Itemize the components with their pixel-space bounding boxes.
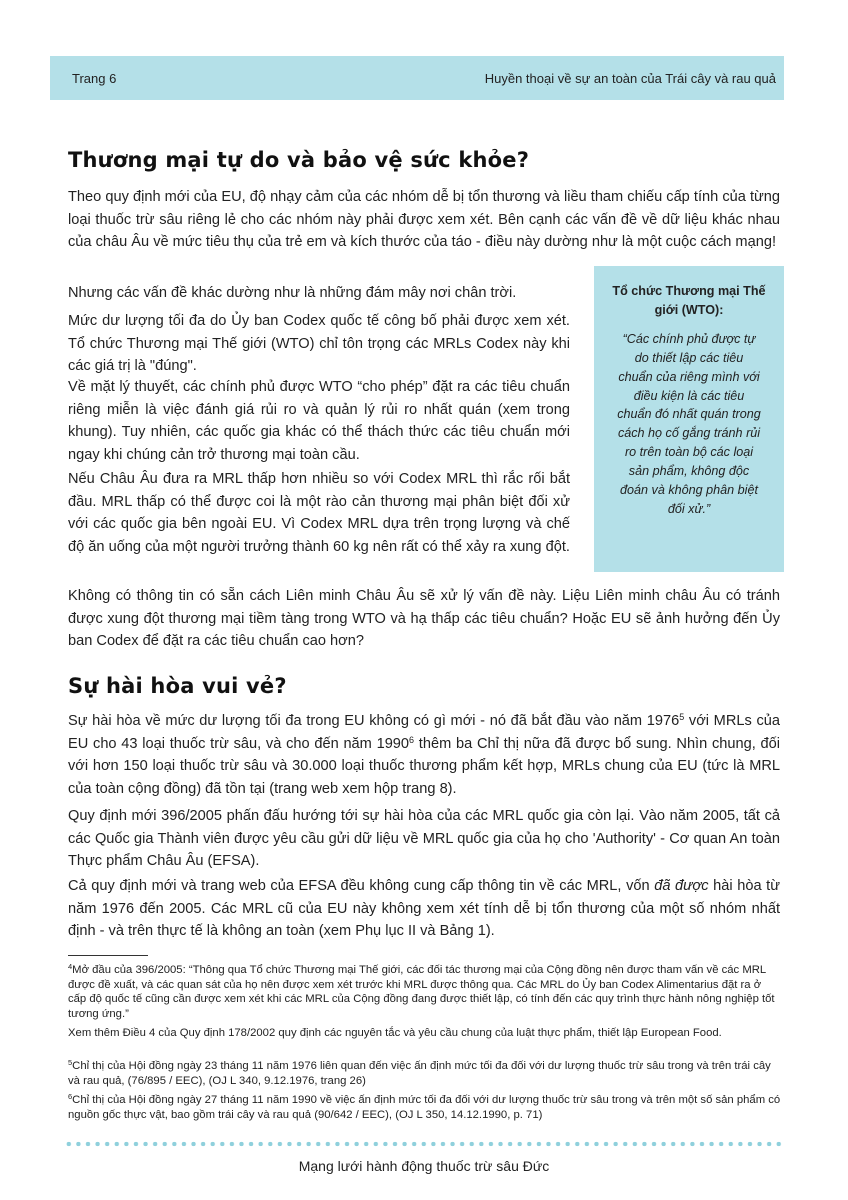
footnote-4-extra: Xem thêm Điều 4 của Quy định 178/2002 quy định các nguyên tắc và yêu cầu chung của luật thực phẩm, thiết lập European Food.	[68, 1027, 722, 1039]
paragraph: Về mặt lý thuyết, các chính phủ được WTO “cho phép” đặt ra các tiêu chuẩn riêng miễn là việc đánh giá rủi ro và quản lý rủi ro nhất quán (xem trong khung). Tuy nhiên, các quốc gia khác có thể thách thức các tiêu chuẩn mới ngay khi chúng cản trở thương mại toàn cầu.	[68, 379, 570, 463]
footnote-4: $^4$Mở đầu của 396/2005: “Thông qua Tổ chức Thương mại Thế giới, các đối tác thương mại của Cộng đồng nên được tham vấn về các MRL được đề xuất, và các quan sát của họ nên được xem xét trước khi MRL được thông qua. Các MRL do Ủy ban Codex Alimentarius đặt ra ở cấp độ quốc tế cũng cần được xem xét khi các MRL của Cộng đồng đang được thiết lập, có tính đến các quy trình thực hành nông nghiệp tốt tương ứng.”	[68, 962, 775, 1020]
dotted-divider	[64, 1141, 784, 1147]
paragraph: Mức dư lượng tối đa do Ủy ban Codex quốc tế công bố phải được xem xét. Tổ chức Thương mại Thế giới (WTO) chỉ tôn trọng các MRLs Codex này khi các giá trị là "đúng".	[68, 313, 570, 374]
callout-quote: “Các chính phủ được tự do thiết lập các tiêu chuẩn của riêng mình với điều kiện là các tiêu chuẩn đó nhất quán trong cách họ cố gắng tránh rủi ro trên toàn bộ các loại sản phẩm, không độc đoán và không phân biệt đối xử.”	[617, 331, 761, 516]
document-title: Huyền thoại về sự an toàn của Trái cây và rau quả	[484, 71, 776, 86]
footnote-ref-5: 5	[679, 712, 685, 722]
paragraph: Không có thông tin có sẵn cách Liên minh Châu Âu sẽ xử lý vấn đề này. Liệu Liên minh châu Âu có tránh được xung đột thương mại tiềm tàng trong WTO và hạ thấp các tiêu chuẩn? Hoặc EU sẽ ảnh hưởng đến Ủy ban Codex để đặt ra các tiêu chuẩn cao hơn?	[68, 588, 780, 649]
paragraph: Theo quy định mới của EU, độ nhạy cảm của các nhóm dễ bị tổn thương và liều tham chiếu cấp tính của từng loại thuốc trừ sâu riêng lẻ cho các nhóm này phải được xem xét. Bên cạnh các vấn đề về dữ liệu khác nhau của châu Âu về mức tiêu thụ của trẻ em và kích thước của táo - điều này dường như là một cuộc cách mạng!	[68, 189, 780, 250]
section-heading-free-trade: Thương mại tự do và bảo vệ sức khỏe?	[68, 148, 530, 172]
paragraph: Nếu Châu Âu đưa ra MRL thấp hơn nhiều so với Codex MRL thì rắc rối bắt đầu. MRL thấp có thể được coi là một rào cản thương mại phân biệt đối xử với các quốc gia bên ngoài EU. Vì Codex MRL dựa trên trọng lượng và chế độ ăn uống của một người trưởng thành 60 kg nên rất có thể xảy ra xung đột.	[68, 471, 570, 555]
page-header	[50, 56, 784, 100]
page-footer: Mạng lưới hành động thuốc trừ sâu Đức	[298, 1158, 550, 1174]
footnote-divider	[68, 955, 148, 956]
page-number: Trang 6	[72, 71, 117, 86]
paragraph: Cả quy định mới và trang web của EFSA đều không cung cấp thông tin về các MRL, vốn đã được hài hòa từ năm 1976 đến 2005. Các MRL cũ của EU này không xem xét tính dễ bị tổn thương của một số nhóm nhất định - và trên thực tế là không an toàn (xem Phụ lục II và Bảng 1).	[68, 878, 781, 939]
paragraph: Quy định mới 396/2005 phấn đấu hướng tới sự hài hòa của các MRL quốc gia còn lại. Vào năm 2005, tất cả các Quốc gia Thành viên được yêu cầu gửi dữ liệu về MRL quốc gia của họ cho 'Authority' - Cơ quan An toàn Thực phẩm Châu Âu (EFSA).	[68, 808, 780, 869]
footnote-ref-6: 6	[409, 734, 415, 745]
paragraph: Sự hài hòa về mức dư lượng tối đa trong EU không có gì mới - nó đã bắt đầu vào năm 1976$^5$ với MRLs của EU cho 43 loại thuốc trừ sâu, và cho đến năm 1990$^6$ thêm ba Chỉ thị nữa đã được bổ sung. Nhìn chung, đối với hơn 150 loại thuốc trừ sâu và 30.000 loại thuốc thương phẩm kết hợp, MRLs chung của EU (tức là MRL của toàn cộng đồng) đã tồn tại (trang web xem hộp trang 8).	[68, 712, 781, 797]
wto-callout-box	[594, 266, 784, 572]
footnote-6: $^6$Chỉ thị của Hội đồng ngày 27 tháng 11 năm 1990 về việc ấn định mức tối đa đối với dư lượng thuốc trừ sâu trong và trên một số sản phẩm có nguồn gốc thực vật, bao gồm trái cây và rau quả (90/642 / EEC), (OJ L 350, 14.12.1990, p. 71)	[68, 1092, 781, 1121]
footnote-5: $^5$Chỉ thị của Hội đồng ngày 23 tháng 11 năm 1976 liên quan đến việc ấn định mức tối đa đối với dư lượng thuốc trừ sâu trong và trên trái cây và rau quả, (76/895 / EEC), (OJ L 340, 9.12.1976, trang 26)	[68, 1058, 771, 1087]
paragraph: Nhưng các vấn đề khác dường như là những đám mây nơi chân trời.	[68, 285, 517, 301]
section-heading-harmony: Sự hài hòa vui vẻ?	[68, 674, 287, 698]
callout-title: Tổ chức Thương mại Thế giới (WTO):	[612, 284, 766, 317]
